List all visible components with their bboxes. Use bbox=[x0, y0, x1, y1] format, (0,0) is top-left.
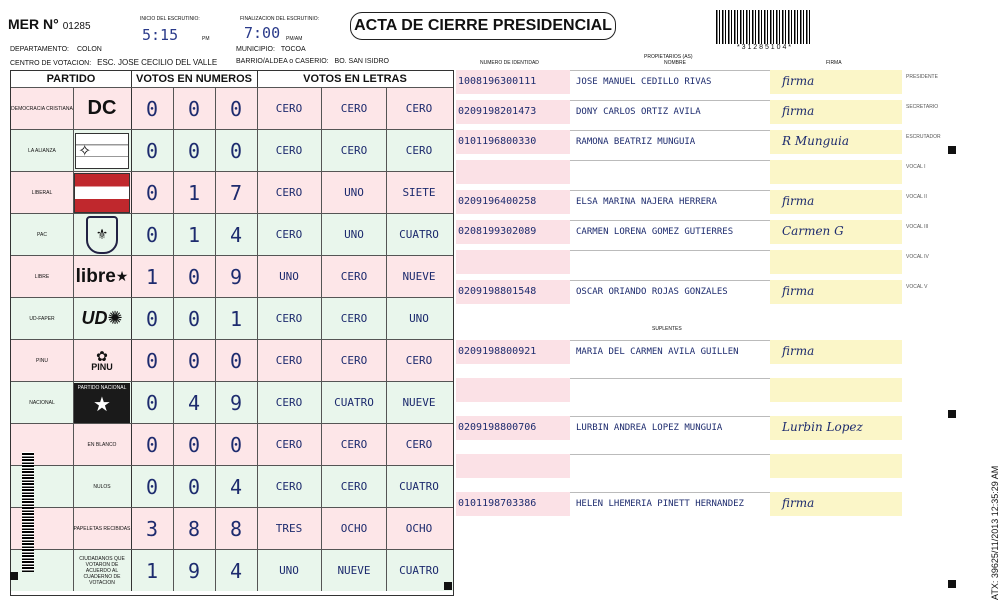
liberal-flag-icon bbox=[74, 173, 130, 213]
departamento-value: COLON bbox=[76, 46, 102, 53]
identity-number: 0101198703386 bbox=[458, 498, 537, 509]
mer-number bbox=[8, 16, 91, 32]
identity-number: 0101196800330 bbox=[458, 136, 537, 147]
side-barcode bbox=[22, 452, 34, 572]
vote-word: CUATRO bbox=[322, 382, 387, 423]
sun-icon: ✺ bbox=[107, 308, 123, 328]
id-cell bbox=[456, 454, 570, 478]
party-row bbox=[11, 339, 453, 381]
vote-digit: 0 bbox=[131, 214, 174, 255]
party-row bbox=[11, 213, 453, 255]
party-logo bbox=[73, 340, 132, 381]
party-logo bbox=[73, 256, 132, 297]
party-name: PAC bbox=[11, 214, 74, 255]
vote-word: CERO bbox=[257, 214, 322, 255]
vote-digit: 0 bbox=[215, 88, 258, 129]
vote-word: OCHO bbox=[322, 508, 387, 549]
vote-word: CERO bbox=[405, 102, 433, 115]
vote-word: CERO bbox=[257, 424, 322, 465]
id-cell bbox=[456, 160, 570, 184]
vote-word: CERO bbox=[322, 466, 387, 507]
inicio-time: 5:15 bbox=[142, 26, 179, 44]
signature-cell bbox=[770, 378, 902, 402]
municipio-value: TOCOA bbox=[280, 46, 306, 53]
vote-digit: 0 bbox=[215, 340, 258, 381]
member-role: VOCAL I bbox=[906, 164, 926, 170]
handwritten-signature: firma bbox=[782, 74, 815, 88]
suplentes-label: SUPLENTES bbox=[652, 326, 682, 332]
vote-digit: 1 bbox=[215, 298, 258, 339]
total-row bbox=[11, 549, 453, 591]
party-row bbox=[11, 129, 453, 171]
vote-word: CERO bbox=[322, 340, 387, 381]
vote-word: CERO bbox=[257, 88, 322, 129]
identity-number: 0209198201473 bbox=[458, 106, 537, 117]
vote-digit: 9 bbox=[173, 550, 216, 591]
party-logo bbox=[73, 88, 132, 129]
member-role: SECRETARIO bbox=[906, 104, 939, 110]
vote-digit: 0 bbox=[131, 466, 174, 507]
handwritten-signature: firma bbox=[782, 496, 815, 510]
barcode-image bbox=[716, 10, 812, 44]
vote-word: SIETE bbox=[402, 186, 436, 199]
vote-digit: 8 bbox=[173, 508, 216, 549]
vote-word: CUATRO bbox=[399, 564, 439, 577]
vote-digit: 1 bbox=[173, 172, 216, 213]
mer-label: MER N° bbox=[8, 16, 59, 32]
nombre-label: NOMBRE bbox=[664, 60, 686, 66]
document-title: ACTA DE CIERRE PRESIDENCIAL bbox=[350, 12, 616, 40]
vote-word: CERO bbox=[257, 298, 322, 339]
signature-cell bbox=[770, 160, 902, 184]
member-name: ELSA MARINA NAJERA HERRERA bbox=[576, 197, 717, 207]
propietarios-label: PROPIETARIOS (AS) bbox=[644, 54, 693, 60]
identidad-label: NUMERO DE IDENTIDAD bbox=[480, 60, 539, 66]
member-role: ESCRUTADOR bbox=[906, 134, 941, 140]
centro-label: CENTRO DE VOTACION: bbox=[10, 60, 92, 67]
pinu-emblem-icon: ✿ bbox=[96, 348, 108, 364]
vote-word: UNO bbox=[322, 172, 387, 213]
libre-logo-text: libre bbox=[75, 265, 116, 287]
vote-digit: 0 bbox=[131, 382, 174, 423]
handwritten-signature: R Munguia bbox=[782, 134, 849, 148]
party-name: DEMOCRACIA CRISTIANA bbox=[11, 88, 74, 129]
vote-word: CERO bbox=[405, 438, 433, 451]
total-label: CIUDADANOS QUE VOTARON DE ACUERDO AL CUADERNO DE VOTACION bbox=[73, 550, 132, 591]
pac-emblem-icon: ⚜ bbox=[86, 216, 118, 254]
handwritten-signature: firma bbox=[782, 104, 815, 118]
barrio-field bbox=[236, 58, 389, 65]
vote-word: NUEVE bbox=[402, 396, 436, 409]
handwritten-signature: firma bbox=[782, 344, 815, 358]
identity-number: 0209196400258 bbox=[458, 196, 537, 207]
ud-logo-text: UD bbox=[81, 308, 108, 328]
vote-digit: 0 bbox=[173, 424, 216, 465]
signature-cell bbox=[770, 454, 902, 478]
star-icon: ★ bbox=[115, 268, 129, 284]
signature-cell bbox=[770, 250, 902, 274]
vote-digit: 0 bbox=[215, 424, 258, 465]
vote-word: CERO bbox=[405, 354, 433, 367]
vote-word: CERO bbox=[322, 256, 387, 297]
party-name: UD-FAPER bbox=[11, 298, 74, 339]
party-name: PINU bbox=[11, 340, 74, 381]
total-label: EN BLANCO bbox=[73, 424, 132, 465]
vote-digit: 0 bbox=[173, 130, 216, 171]
registration-mark bbox=[444, 582, 452, 590]
centro-field bbox=[10, 58, 217, 67]
member-role: VOCAL V bbox=[906, 284, 928, 290]
member-name: DONY CARLOS ORTIZ AVILA bbox=[576, 107, 701, 117]
vote-word: CERO bbox=[405, 144, 433, 157]
vote-word: CUATRO bbox=[399, 228, 439, 241]
identity-number: 0208199302089 bbox=[458, 226, 537, 237]
vote-digit: 0 bbox=[131, 88, 174, 129]
vote-word: CUATRO bbox=[399, 480, 439, 493]
party-row bbox=[11, 381, 453, 423]
total-label: PAPELETAS RECIBIDAS bbox=[73, 508, 132, 549]
final-time: 7:00 bbox=[244, 24, 281, 42]
vote-digit: 8 bbox=[215, 508, 258, 549]
departamento-field bbox=[10, 46, 102, 53]
vote-digit: 7 bbox=[215, 172, 258, 213]
party-logo bbox=[73, 382, 132, 423]
vote-digit: 1 bbox=[131, 256, 174, 297]
alianza-flag-icon: ✧ bbox=[75, 133, 129, 169]
vote-word: TRES bbox=[257, 508, 322, 549]
vote-word: CERO bbox=[322, 130, 387, 171]
party-name: NACIONAL bbox=[11, 382, 74, 423]
member-name: JOSE MANUEL CEDILLO RIVAS bbox=[576, 77, 712, 87]
member-role: PRESIDENTE bbox=[906, 74, 938, 80]
votes-table bbox=[10, 70, 454, 596]
vote-word: UNO bbox=[322, 214, 387, 255]
vote-word: OCHO bbox=[405, 522, 433, 535]
municipio-field bbox=[236, 46, 306, 53]
pinu-logo-text: PINU bbox=[91, 362, 113, 372]
member-name: OSCAR ORIANDO ROJAS GONZALES bbox=[576, 287, 728, 297]
vote-digit: 4 bbox=[173, 382, 216, 423]
identity-number: 0209198801548 bbox=[458, 286, 537, 297]
vote-digit: 9 bbox=[215, 256, 258, 297]
departamento-label: DEPARTAMENTO: bbox=[10, 46, 69, 53]
nacional-logo-text: PARTIDO NACIONAL bbox=[77, 384, 127, 391]
col-header-votos-letras: VOTOS EN LETRAS bbox=[257, 71, 453, 88]
vote-word: CERO bbox=[257, 340, 322, 381]
inicio-ampm: PM bbox=[202, 36, 210, 42]
party-name: LA ALIANZA bbox=[11, 130, 74, 171]
vote-digit: 4 bbox=[215, 466, 258, 507]
total-row bbox=[11, 507, 453, 549]
vote-word: CERO bbox=[322, 88, 387, 129]
vote-digit: 0 bbox=[173, 88, 216, 129]
party-logo bbox=[73, 172, 132, 213]
handwritten-signature: Carmen G bbox=[782, 224, 844, 238]
party-row bbox=[11, 255, 453, 297]
handwritten-signature: Lurbin Lopez bbox=[782, 420, 863, 434]
vote-word: UNO bbox=[257, 550, 322, 591]
vote-digit: 0 bbox=[173, 340, 216, 381]
vote-digit: 4 bbox=[215, 214, 258, 255]
member-role: VOCAL III bbox=[906, 224, 929, 230]
party-row bbox=[11, 171, 453, 213]
registration-mark bbox=[948, 580, 956, 588]
barrio-label: BARRIO/ALDEA o CASERIO: bbox=[236, 58, 329, 65]
side-stamp: ATX: 39625/11/2013 12:35:29 AM bbox=[990, 465, 1000, 600]
final-ampm: PM/AM bbox=[286, 36, 303, 42]
vote-word: CERO bbox=[257, 382, 322, 423]
total-label-spacer bbox=[11, 466, 74, 507]
member-name: MARIA DEL CARMEN AVILA GUILLEN bbox=[576, 347, 739, 357]
total-row bbox=[11, 465, 453, 507]
id-cell bbox=[456, 250, 570, 274]
vote-digit: 0 bbox=[131, 130, 174, 171]
id-cell bbox=[456, 378, 570, 402]
vote-digit: 1 bbox=[131, 550, 174, 591]
total-label-spacer bbox=[11, 424, 74, 465]
personnel-table bbox=[456, 70, 902, 594]
vote-digit: 0 bbox=[131, 424, 174, 465]
col-header-votos-numeros: VOTOS EN NUMEROS bbox=[131, 71, 258, 88]
handwritten-signature: firma bbox=[782, 284, 815, 298]
registration-mark bbox=[10, 572, 18, 580]
member-role: VOCAL II bbox=[906, 194, 927, 200]
barcode-text: * 3 1 2 8 5 1 0 4 * bbox=[736, 44, 792, 51]
vote-word: CERO bbox=[257, 172, 322, 213]
party-logo bbox=[73, 298, 132, 339]
party-logo bbox=[73, 130, 132, 171]
vote-word: NUEVE bbox=[402, 270, 436, 283]
registration-mark bbox=[948, 410, 956, 418]
identity-number: 0209198800921 bbox=[458, 346, 537, 357]
party-row bbox=[11, 87, 453, 129]
vote-word: CERO bbox=[257, 466, 322, 507]
vote-word: CERO bbox=[322, 298, 387, 339]
vote-word: NUEVE bbox=[322, 550, 387, 591]
vote-digit: 0 bbox=[131, 298, 174, 339]
identity-number: 1008196300111 bbox=[458, 76, 537, 87]
member-name: RAMONA BEATRIZ MUNGUIA bbox=[576, 137, 696, 147]
vote-digit: 1 bbox=[173, 214, 216, 255]
vote-digit: 3 bbox=[131, 508, 174, 549]
vote-digit: 0 bbox=[173, 298, 216, 339]
member-name: LURBIN ANDREA LOPEZ MUNGUIA bbox=[576, 423, 723, 433]
party-row bbox=[11, 297, 453, 339]
dc-logo-text: DC bbox=[87, 97, 117, 119]
barrio-value: BO. SAN ISIDRO bbox=[334, 58, 390, 65]
vote-digit: 4 bbox=[215, 550, 258, 591]
centro-value: ESC. JOSE CECILIO DEL VALLE bbox=[97, 58, 218, 67]
vote-digit: 0 bbox=[131, 340, 174, 381]
municipio-label: MUNICIPIO: bbox=[236, 46, 275, 53]
vote-digit: 0 bbox=[215, 130, 258, 171]
party-name: LIBRE bbox=[11, 256, 74, 297]
vote-word: CERO bbox=[257, 130, 322, 171]
final-label: FINALIZACION DEL ESCRUTINIO: bbox=[240, 16, 319, 22]
vote-digit: 9 bbox=[215, 382, 258, 423]
party-logo bbox=[73, 214, 132, 255]
registration-mark bbox=[948, 146, 956, 154]
member-role: VOCAL IV bbox=[906, 254, 929, 260]
vote-word: UNO bbox=[257, 256, 322, 297]
party-name: LIBERAL bbox=[11, 172, 74, 213]
total-label-spacer bbox=[11, 550, 74, 591]
vote-word: UNO bbox=[409, 312, 429, 325]
total-label-spacer bbox=[11, 508, 74, 549]
vote-word: CERO bbox=[322, 424, 387, 465]
mer-value: 01285 bbox=[62, 21, 91, 32]
col-header-partido: PARTIDO bbox=[11, 71, 132, 88]
vote-digit: 0 bbox=[173, 466, 216, 507]
member-name: HELEN LHEMERIA PINETT HERNANDEZ bbox=[576, 499, 744, 509]
inicio-label: INICIO DEL ESCRUTINIO: bbox=[140, 16, 200, 22]
star-icon: ★ bbox=[93, 393, 111, 416]
vote-digit: 0 bbox=[131, 172, 174, 213]
firma-label: FIRMA bbox=[826, 60, 842, 66]
member-name: CARMEN LORENA GOMEZ GUTIERRES bbox=[576, 227, 734, 237]
identity-number: 0209198800706 bbox=[458, 422, 537, 433]
handwritten-signature: firma bbox=[782, 194, 815, 208]
vote-digit: 0 bbox=[173, 256, 216, 297]
total-label: NULOS bbox=[73, 466, 132, 507]
total-row bbox=[11, 423, 453, 465]
